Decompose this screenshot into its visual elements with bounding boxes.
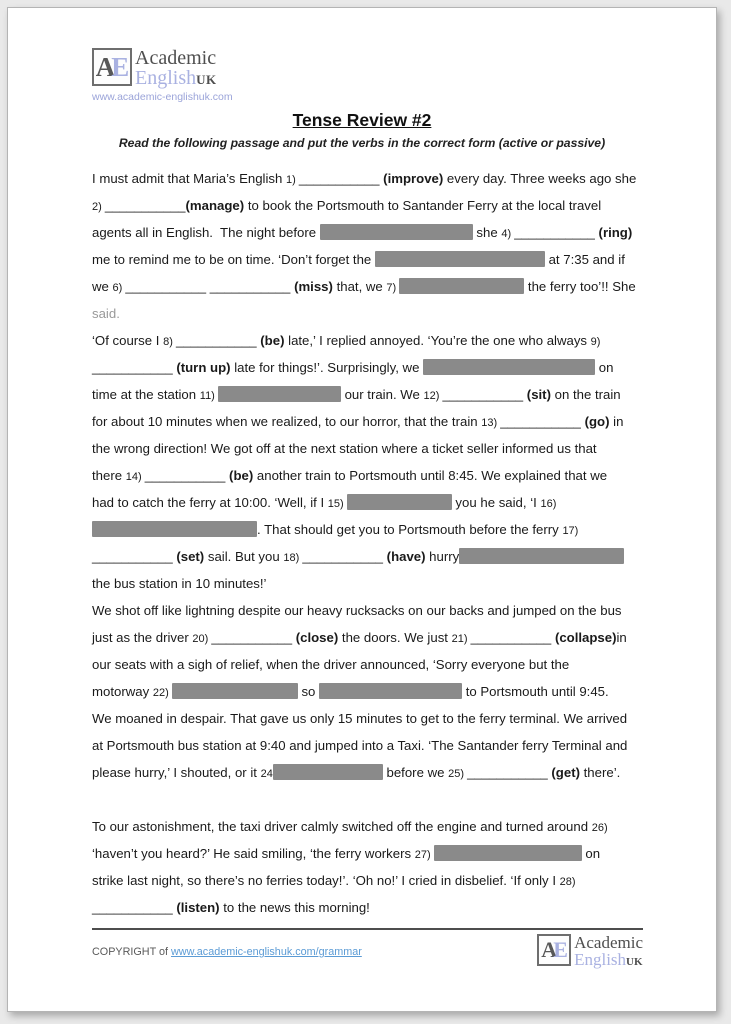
footer-divider xyxy=(92,928,643,930)
passage-segment: We moaned in despair. That gave us only 15 minutes to get to the ferry terminal. We arrived xyxy=(92,711,628,726)
passage-segment: ___________ xyxy=(514,225,599,240)
passage-segment: (turn up) xyxy=(176,360,231,375)
passage-segment: ___________ xyxy=(104,198,186,213)
passage-line xyxy=(92,786,646,813)
blank-number: 26) xyxy=(591,822,608,834)
blank-number: 22) xyxy=(152,687,172,699)
passage-segment: (be) xyxy=(260,333,285,348)
passage-line xyxy=(92,570,646,597)
passage-segment: ___________ xyxy=(144,468,230,483)
passage-line xyxy=(92,462,646,489)
passage-segment: to the news this morning! xyxy=(219,900,370,915)
blank-number: 28) xyxy=(559,876,576,888)
passage-segment: ___________ xyxy=(467,765,552,780)
passage-segment: the wrong direction! We got off at the next station where a ticket seller informed us that xyxy=(92,441,597,456)
passage-segment: ___________ xyxy=(500,414,585,429)
blank-number: 27) xyxy=(414,849,434,861)
passage-line xyxy=(92,408,646,435)
passage-segment: to Portsmouth until 9:45. xyxy=(462,684,609,699)
passage-line xyxy=(92,327,646,354)
passage-segment: at 7:35 and if xyxy=(544,252,625,267)
copyright-text xyxy=(92,946,362,958)
redacted-answer xyxy=(172,683,298,699)
passage-segment: late,’ I replied annoyed. ‘You’re the one who always xyxy=(284,333,591,348)
passage-segment: ___________ xyxy=(92,549,177,564)
redacted-answer xyxy=(375,251,545,267)
blank-number: 9) xyxy=(590,336,601,348)
footer-brand-name-top: Academic xyxy=(574,933,643,952)
passage-segment: ___________ xyxy=(175,333,261,348)
redacted-answer xyxy=(347,494,452,510)
passage-segment: (improve) xyxy=(383,171,444,186)
passage-line xyxy=(92,273,646,300)
passage-segment: on xyxy=(581,846,601,861)
passage-line xyxy=(92,192,646,219)
redacted-answer xyxy=(92,521,257,537)
passage-segment: We shot off like lightning despite our heavy rucksacks on our backs and jumped on the bus xyxy=(92,603,622,618)
passage-segment: . That should get you to Portsmouth before the ferry xyxy=(257,522,563,537)
passage-text xyxy=(92,165,646,921)
blank-number: 16) xyxy=(540,498,557,510)
brand-logo xyxy=(92,48,716,88)
blank-number: 2) xyxy=(92,201,105,213)
passage-segment: to book the Portsmouth to Santander Ferry at the local travel xyxy=(244,198,602,213)
passage-segment: in xyxy=(616,630,627,645)
passage-segment: agents all in English. The night before xyxy=(92,225,320,240)
page-title: Tense Review #2 xyxy=(292,110,432,130)
passage-segment: (be) xyxy=(229,468,254,483)
passage-segment: just as the driver xyxy=(92,630,193,645)
passage-line xyxy=(92,516,646,543)
passage-segment: me to remind me to be on time. ‘Don’t forget the xyxy=(92,252,375,267)
blank-number: 6) xyxy=(112,282,126,294)
copyright-link[interactable]: www.academic-englishuk.com/grammar xyxy=(171,946,362,958)
passage-segment: on xyxy=(595,360,614,375)
logo-initial-a: A xyxy=(95,51,115,82)
footer-brand-name-suffix: UK xyxy=(626,956,643,968)
redacted-answer xyxy=(218,386,341,402)
passage-line xyxy=(92,435,646,462)
passage-segment: (get) xyxy=(551,765,580,780)
page-subtitle: Read the following passage and put the verbs in the correct form (active or passive) xyxy=(118,136,606,150)
brand-logo-icon xyxy=(92,48,132,86)
passage-line xyxy=(92,705,646,732)
passage-line xyxy=(92,651,646,678)
passage-segment: there’. xyxy=(579,765,621,780)
passage-segment: had to catch the ferry at 10:00. ‘Well, if I xyxy=(92,495,328,510)
blank-number: 15) xyxy=(327,498,347,510)
blank-number: 25) xyxy=(448,768,468,780)
redacted-answer xyxy=(319,683,462,699)
passage-segment: (sit) xyxy=(526,387,551,402)
logo-initial-e: E xyxy=(111,51,129,82)
passage-line xyxy=(92,894,646,921)
passage-segment: at Portsmouth bus station at 9:40 and jumped into a Taxi. ‘The Santander ferry Terminal and xyxy=(92,738,628,753)
passage-segment: that, we xyxy=(332,279,387,294)
passage-line xyxy=(92,732,646,759)
blank-number: 24 xyxy=(260,768,273,780)
passage-segment: ___________ ___________ xyxy=(125,279,295,294)
blank-number: 1) xyxy=(285,174,299,186)
passage-segment: ___________ xyxy=(302,549,387,564)
passage-segment: late for things!’. Surprisingly, we xyxy=(230,360,424,375)
passage-line xyxy=(92,597,646,624)
passage-line xyxy=(92,165,646,192)
footer-brand-name-bottom: English xyxy=(574,950,627,969)
passage-segment: ___________ xyxy=(442,387,527,402)
brand-wordmark xyxy=(135,48,217,88)
blank-number: 17) xyxy=(562,525,579,537)
redacted-answer xyxy=(434,845,582,861)
footer-brand-logo xyxy=(537,934,643,969)
page-footer xyxy=(92,928,643,969)
passage-segment: in xyxy=(609,414,624,429)
passage-segment: (miss) xyxy=(294,279,333,294)
passage-segment: time at the station xyxy=(92,387,200,402)
passage-line xyxy=(92,354,646,381)
passage-segment: (have) xyxy=(386,549,426,564)
passage-line xyxy=(92,381,646,408)
passage-segment: we xyxy=(92,279,113,294)
passage-line xyxy=(92,840,646,867)
passage-segment: she xyxy=(472,225,502,240)
passage-segment: ___________ xyxy=(92,900,177,915)
worksheet-page xyxy=(7,7,717,1012)
passage-segment: (listen) xyxy=(176,900,220,915)
passage-line xyxy=(92,678,646,705)
passage-line xyxy=(92,624,646,651)
blank-number: 7) xyxy=(386,282,400,294)
passage-segment: ___________ xyxy=(211,630,296,645)
passage-segment: ___________ xyxy=(298,171,384,186)
passage-segment: the ferry too’!! She xyxy=(524,279,636,294)
passage-segment: another train to Portsmouth until 8:45. We explained that we xyxy=(253,468,608,483)
passage-segment: the bus station in 10 minutes!’ xyxy=(92,576,267,591)
passage-segment: ___________ xyxy=(92,360,177,375)
passage-segment: said. xyxy=(92,306,120,321)
passage-line xyxy=(92,543,646,570)
blank-number: 8) xyxy=(163,336,176,348)
passage-segment: ‘Of course I xyxy=(92,333,164,348)
passage-segment: (set) xyxy=(176,549,205,564)
footer-logo-initial-e: E xyxy=(553,937,567,962)
passage-line xyxy=(92,489,646,516)
passage-segment: for about 10 minutes when we realized, to our horror, that the train xyxy=(92,414,482,429)
passage-segment: please hurry,’ I shouted, or it xyxy=(92,765,261,780)
passage-segment: our seats with a sigh of relief, when the driver announced, ‘Sorry everyone but the xyxy=(92,657,570,672)
passage-segment: (close) xyxy=(295,630,339,645)
brand-name-bottom: English xyxy=(135,67,197,89)
passage-segment: To our astonishment, the taxi driver calmly switched off the engine and turned around xyxy=(92,819,592,834)
blank-number: 14) xyxy=(125,471,145,483)
passage-segment: sail. But you xyxy=(204,549,284,564)
passage-segment: there xyxy=(92,468,126,483)
passage-line xyxy=(92,300,646,327)
blank-number: 11) xyxy=(199,390,218,402)
copyright-prefix: COPYRIGHT of xyxy=(92,946,171,958)
passage-segment: (ring) xyxy=(598,225,633,240)
brand-name-suffix: UK xyxy=(196,72,217,87)
blank-number: 12) xyxy=(423,390,443,402)
passage-segment: on the train xyxy=(550,387,621,402)
passage-line xyxy=(92,219,646,246)
passage-line xyxy=(92,867,646,894)
passage-segment: every day. Three weeks ago she xyxy=(443,171,637,186)
passage-segment: (go) xyxy=(584,414,610,429)
page-header xyxy=(8,8,716,103)
passage-segment: motorway xyxy=(92,684,153,699)
footer-brand-wordmark xyxy=(574,934,643,969)
passage-segment: you he said, ‘I xyxy=(451,495,541,510)
blank-number: 4) xyxy=(501,228,515,240)
blank-number: 20) xyxy=(192,633,212,645)
brand-name-top: Academic xyxy=(135,47,217,69)
redacted-answer xyxy=(273,764,383,780)
passage-segment: the doors. We just xyxy=(338,630,452,645)
passage-segment: (collapse) xyxy=(554,630,617,645)
passage-segment: ‘haven’t you heard?’ He said smiling, ‘the ferry workers xyxy=(92,846,415,861)
site-url-link[interactable]: www.academic-englishuk.com xyxy=(92,91,233,103)
passage-line xyxy=(92,246,646,273)
passage-segment: so xyxy=(297,684,320,699)
footer-brand-logo-icon xyxy=(537,934,571,966)
passage-segment: ___________ xyxy=(470,630,555,645)
passage-line xyxy=(92,759,646,786)
passage-segment: strike last night, so there’s no ferries today!’. ‘Oh no!’ I cried in disbelief. ‘If only I xyxy=(92,873,560,888)
blank-number: 18) xyxy=(283,552,303,564)
passage-line xyxy=(92,813,646,840)
blank-number: 21) xyxy=(451,633,471,645)
redacted-answer xyxy=(423,359,595,375)
footer-logo-initial-a: A xyxy=(541,937,557,962)
blank-number: 13) xyxy=(481,417,501,429)
passage-segment: hurry xyxy=(425,549,460,564)
passage-segment: before we xyxy=(382,765,449,780)
passage-segment: (manage) xyxy=(185,198,245,213)
redacted-answer xyxy=(320,224,473,240)
redacted-answer xyxy=(459,548,624,564)
passage-segment: I must admit that Maria’s English xyxy=(92,171,286,186)
passage-segment: our train. We xyxy=(340,387,424,402)
redacted-answer xyxy=(399,278,524,294)
